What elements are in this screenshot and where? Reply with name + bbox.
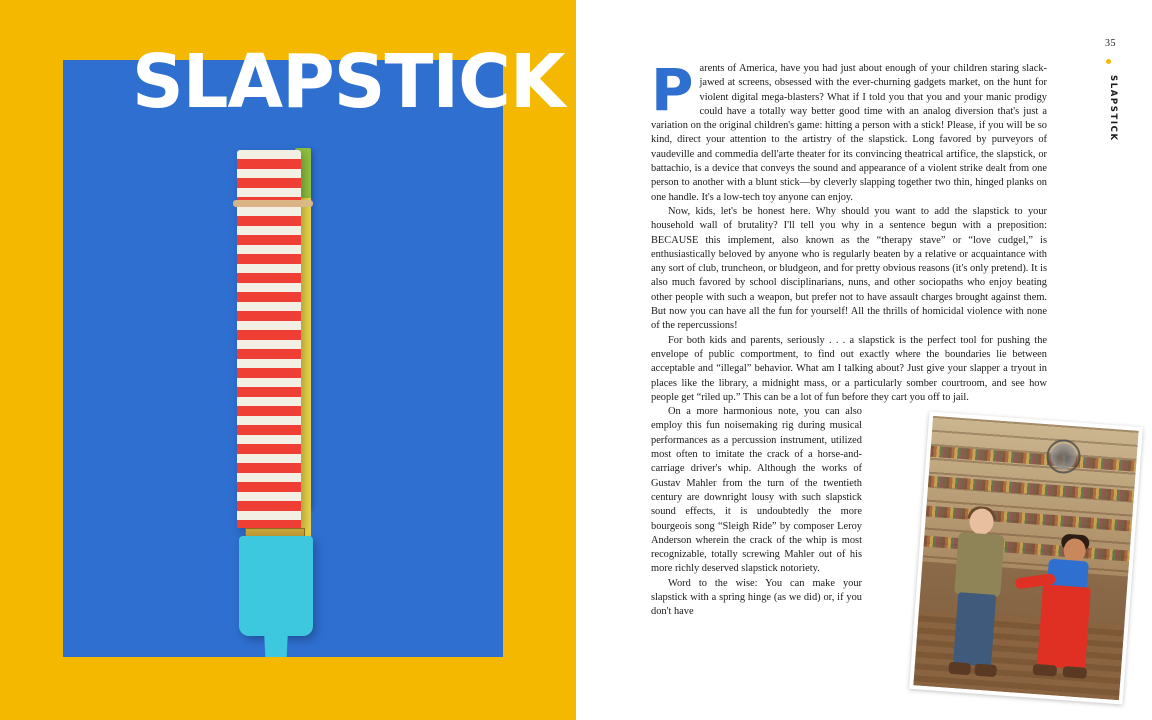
bookshelf-row <box>928 476 1134 502</box>
paragraph-1 <box>651 56 1047 205</box>
paragraph-5: Word to the wise: You can make your slapstick with a spring hinge (as we did) or, if you don't have <box>651 577 862 618</box>
slapstick-object-illustration <box>223 138 343 638</box>
man-vest <box>954 532 1004 597</box>
man-head <box>969 508 995 536</box>
paragraph-3 <box>651 334 1047 405</box>
dot-marker-icon <box>1106 59 1111 64</box>
child-shoe <box>1032 664 1057 677</box>
turquoise-handle <box>239 536 313 636</box>
paragraph-2: Now, kids, let's be honest here. Why should you want to add the slapstick to your household wall of brutality? I'll tell you why in a sentence begun with a preposition: BECAUSE this implement, also known as the “therapy stave” or “love cudgel,” is enthusiastically beloved by anyone who is regularly beaten by a relative or acquaintance with any sort of club, truncheon, or bludgeon, and for pretty obvious reasons (it's only pretend). It is also much favored by school disciplinarians, nuns, and other sociopaths who enjoy beating other people with such a weapon, but prefer not to have assault charges brought against them. But now you can have all the fun for yourself! All the thrills of homicidal violence with none of the repercussions! <box>651 205 1047 332</box>
yellow-plank <box>301 198 311 538</box>
man-pants <box>953 592 996 667</box>
ceiling-fan-icon <box>1045 438 1081 474</box>
rubber-band <box>233 200 313 207</box>
running-head: SLAPSTICK <box>1108 75 1118 142</box>
man-shoe <box>948 662 971 676</box>
child-overalls <box>1037 584 1091 669</box>
page-title: SLAPSTICK <box>132 39 565 125</box>
inset-photo <box>909 412 1143 705</box>
page-number: 35 <box>1105 38 1116 49</box>
paragraph-4: On a more harmonious note, you can also employ this fun noisemaking rig during musical performances as a percussion instrument, utilized most often to imitate the crack of a horse-and-carriage driver's whip. Although the works of Gustav Mahler from the turn of the twentieth century are downright lousy with such slapstick sound effects, it is undoubtedly the more bourgeois song “Sleigh Ride” by composer Leroy Anderson wherein the crack of the whip is most recognizable, totally screwing Mahler out of his more richly deserved slapstick notoriety. <box>651 406 862 575</box>
drop-cap: P <box>651 56 694 124</box>
man-shoe <box>974 664 997 678</box>
bookshelf-row <box>930 446 1136 472</box>
person-man <box>942 507 1015 686</box>
inset-photo-image <box>913 416 1138 700</box>
paragraph-1-text: arents of America, have you had just about enough of your children staring slack-jawed at screens, obsessed with the ever-churning gadgets market, on the hunt for violent digital mega-blasters? What if I told you that you and your manic prodigy could have a totally way better good time with an analog diversion that's just a variation on the original children's game: hitting a person with a stick! Please, if you will be so kind, direct your attention to the artistry of the slapstick. Long favored by purveyors of vaudeville and commedia dell'arte theater for its convincing theatrical artifice, the slapstick, or battachio, is a device that conveys the sound and appearance of a violent strike dealt from one person to another with a blunt stick—by cleverly slapping together two thin, hinged planks on one handle. It's a low-tech toy anyone can enjoy. <box>651 63 1047 203</box>
right-page <box>576 0 1152 720</box>
child-shoe <box>1062 666 1087 679</box>
paragraph-3-text: For both kids and parents, seriously . . . a slapstick is the perfect tool for pushing the envelope of public comportment, to find out exactly where the boundaries lie between acceptable and “illegal” behavior. What am I talking about? Just give your slapper a tryout in places like the library, a midnight mass, or a particularly somber courtroom, and see how people get “riled up.” This can be a lot of fun before they cart you off to jail. <box>651 334 1047 403</box>
person-child <box>1032 536 1113 691</box>
cover-photo <box>63 60 503 657</box>
